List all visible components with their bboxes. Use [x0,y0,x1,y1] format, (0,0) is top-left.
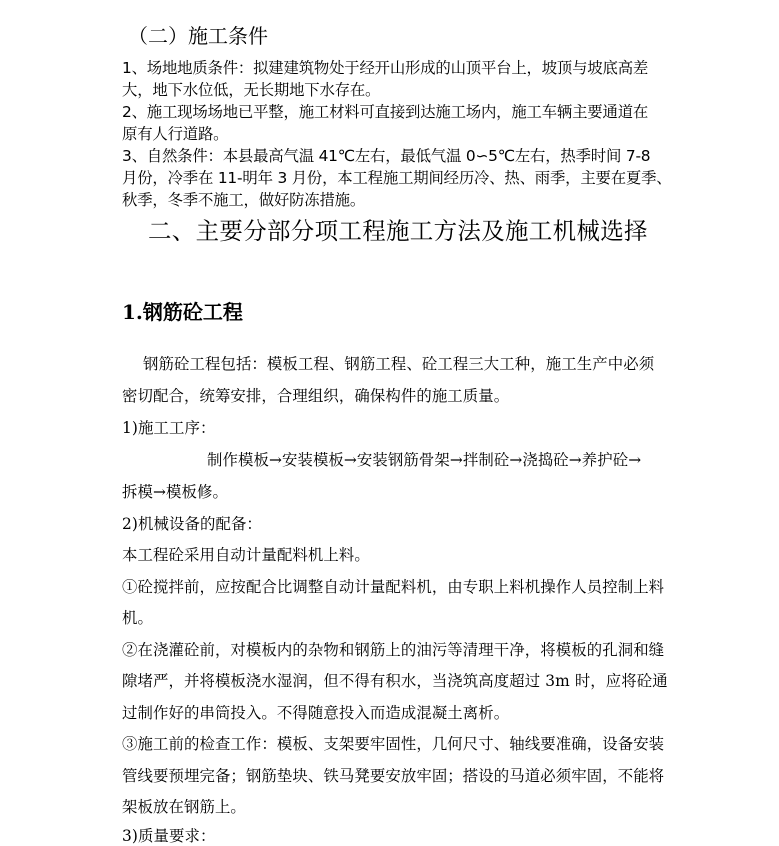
paragraph-line: 密切配合，统筹安排，合理组织，确保构件的施工质量。 [122,387,510,405]
process-flow: 拆模→模板修。 [122,483,228,501]
paragraph-line: 3、自然条件：本县最高气温 41℃左右，最低气温 0∽5℃左右，热季时间 7-8 [122,147,651,165]
list-heading: 2)机械设备的配备： [122,515,262,533]
paragraph-line: 秋季，冬季不施工，做好防冻措施。 [122,191,366,209]
paragraph-line: 机。 [122,609,153,627]
paragraph-line: 钢筋砼工程包括：模板工程、钢筋工程、砼工程三大工种，施工生产中必须 [143,355,655,373]
paragraph-line: 原有人行道路。 [122,125,229,143]
list-heading: 1)施工工序： [122,419,216,437]
paragraph-line: 隙堵严，并将模板浇水湿润，但不得有积水，当浇筑高度超过 3m 时，应将砼通 [122,672,668,690]
paragraph-line: ②在浇灌砼前，对模板内的杂物和钢筋上的油污等清理干净，将模板的孔洞和缝 [122,641,665,659]
paragraph-line: 1、场地地质条件：拟建建筑物处于经开山形成的山顶平台上，坡顶与坡底高差 [122,59,649,77]
process-flow: 制作模板→安装模板→安装钢筋骨架→拌制砼→浇捣砼→养护砼→ [207,451,642,469]
subsection-heading: （二）施工条件 [128,24,268,48]
section-heading: 1.钢筋砼工程 [122,300,243,324]
chapter-heading: 二、主要分部分项工程施工方法及施工机械选择 [148,217,648,245]
paragraph-line: 管线要预埋完备；钢筋垫块、铁马凳要安放牢固；搭设的马道必须牢固，不能将 [122,767,665,785]
paragraph-line: 大，地下水位低，无长期地下水存在。 [122,81,381,99]
paragraph-line: 2、施工现场场地已平整，施工材料可直接到达施工场内，施工车辆主要通道在 [122,103,649,121]
paragraph-line: ③施工前的检查工作：模板、支架要牢固性，几何尺寸、轴线要准确，设备安装 [122,735,665,753]
paragraph-line: 月份，冷季在 11-明年 3 月份，本工程施工期间经历冷、热、雨季，主要在夏季、 [122,169,672,187]
paragraph-line: 本工程砼采用自动计量配料机上料。 [122,546,370,564]
list-heading: 3)质量要求： [122,827,216,845]
paragraph-line: 架板放在钢筋上。 [122,798,246,816]
paragraph-line: 过制作好的串筒投入。不得随意投入而造成混凝土离析。 [122,704,510,722]
paragraph-line: ①砼搅拌前，应按配合比调整自动计量配料机，由专职上料机操作人员控制上料 [122,578,665,596]
